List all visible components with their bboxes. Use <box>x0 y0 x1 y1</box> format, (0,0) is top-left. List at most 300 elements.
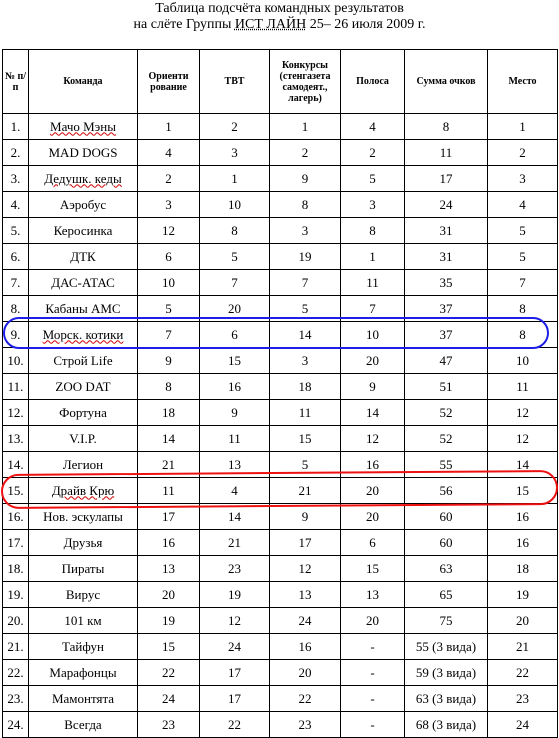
cell-orient <box>138 686 200 712</box>
tvt-value: 11 <box>228 430 241 446</box>
contests-value: 20 <box>298 664 312 680</box>
table-row <box>3 478 558 504</box>
cell-num <box>3 140 29 166</box>
team-value: ДАС-АТАС <box>51 274 115 290</box>
strip-value: 3 <box>369 196 376 212</box>
contests-value: 2 <box>301 144 309 160</box>
team-value: Кабаны АМС <box>45 300 121 316</box>
team-value: Всегда <box>64 716 102 732</box>
cell-contests <box>270 582 341 608</box>
cell-orient <box>138 192 200 218</box>
team-value: Морск. котики <box>42 326 124 342</box>
sum-value: 47 <box>439 352 453 368</box>
table-row <box>3 686 558 712</box>
table-row <box>3 608 558 634</box>
tvt-value: 3 <box>231 144 238 160</box>
cell-num <box>3 504 29 530</box>
cell-num <box>3 270 29 296</box>
strip-value: 7 <box>369 300 376 316</box>
cell-tvt <box>200 400 270 426</box>
tvt-value: 21 <box>228 534 241 550</box>
cell-strip <box>341 348 405 374</box>
sum-value: 11 <box>439 144 453 160</box>
header-contests: Конкурсы (стенгазета самодеят., лагерь) <box>270 50 341 114</box>
strip-value: 20 <box>366 482 379 498</box>
contests-value: 7 <box>301 274 309 290</box>
contests-value: 23 <box>298 716 312 732</box>
cell-sum <box>405 348 488 374</box>
header-num: № п/ п <box>3 50 29 114</box>
cell-tvt <box>200 140 270 166</box>
cell-contests <box>270 426 341 452</box>
cell-tvt <box>200 556 270 582</box>
cell-num <box>3 322 29 348</box>
cell-num <box>3 660 29 686</box>
cell-num <box>3 400 29 426</box>
tvt-value: 17 <box>228 664 241 680</box>
contests-value: 5 <box>301 300 309 316</box>
place-value: 16 <box>516 534 529 550</box>
cell-strip <box>341 582 405 608</box>
orient-value: 16 <box>162 534 175 550</box>
cell-num <box>3 166 29 192</box>
contests-value: 15 <box>298 430 312 446</box>
orient-value: 10 <box>162 274 175 290</box>
cell-place <box>488 400 558 426</box>
tvt-value: 20 <box>228 300 241 316</box>
cell-sum <box>405 244 488 270</box>
cell-team <box>29 244 138 270</box>
cell-sum <box>405 270 488 296</box>
cell-sum <box>405 374 488 400</box>
cell-contests <box>270 218 341 244</box>
cell-tvt <box>200 244 270 270</box>
cell-sum <box>405 660 488 686</box>
cell-strip <box>341 452 405 478</box>
team-value: 101 км <box>64 612 102 628</box>
cell-contests <box>270 166 341 192</box>
place-value: 14 <box>516 456 529 472</box>
cell-num <box>3 712 29 738</box>
num-value: 13. <box>7 430 24 446</box>
num-value: 24. <box>7 716 24 732</box>
cell-num <box>3 686 29 712</box>
cell-sum <box>405 556 488 582</box>
cell-strip <box>341 296 405 322</box>
cell-sum <box>405 634 488 660</box>
orient-value: 2 <box>165 170 172 186</box>
header-tvt: ТВТ <box>200 50 270 114</box>
cell-place <box>488 166 558 192</box>
cell-team <box>29 114 138 140</box>
cell-tvt <box>200 582 270 608</box>
cell-place <box>488 348 558 374</box>
strip-value: 1 <box>369 248 376 264</box>
tvt-value: 16 <box>228 378 241 394</box>
num-value: 4. <box>10 196 21 212</box>
cell-orient <box>138 374 200 400</box>
cell-strip <box>341 556 405 582</box>
cell-tvt <box>200 114 270 140</box>
place-value: 4 <box>519 196 526 212</box>
strip-value: - <box>370 638 375 654</box>
sum-value: 59 (3 вида) <box>415 664 477 680</box>
cell-orient <box>138 530 200 556</box>
place-value: 8 <box>519 326 526 342</box>
cell-place <box>488 712 558 738</box>
cell-sum <box>405 712 488 738</box>
cell-team <box>29 426 138 452</box>
tvt-value: 1 <box>231 170 238 186</box>
table-row <box>3 582 558 608</box>
num-value: 22. <box>7 664 24 680</box>
cell-tvt <box>200 322 270 348</box>
sum-value: 56 <box>439 482 453 498</box>
orient-value: 3 <box>165 196 172 212</box>
cell-num <box>3 556 29 582</box>
orient-value: 23 <box>162 716 175 732</box>
cell-tvt <box>200 218 270 244</box>
strip-value: 14 <box>366 404 379 420</box>
cell-tvt <box>200 686 270 712</box>
cell-sum <box>405 426 488 452</box>
cell-num <box>3 192 29 218</box>
orient-value: 13 <box>162 560 175 576</box>
strip-value: 12 <box>366 430 379 446</box>
team-value: Фортуна <box>59 404 107 420</box>
table-row <box>3 348 558 374</box>
cell-contests <box>270 504 341 530</box>
team-value: Мачо Мэны <box>50 118 116 134</box>
cell-contests <box>270 608 341 634</box>
cell-orient <box>138 348 200 374</box>
cell-team <box>29 322 138 348</box>
header-orient: Ориенти рование <box>138 50 200 114</box>
strip-value: 6 <box>369 534 376 550</box>
strip-value: 2 <box>369 144 376 160</box>
contests-value: 18 <box>298 378 312 394</box>
place-value: 24 <box>516 716 529 732</box>
cell-contests <box>270 660 341 686</box>
strip-value: - <box>370 716 375 732</box>
num-value: 11. <box>7 378 24 394</box>
cell-team <box>29 400 138 426</box>
orient-value: 12 <box>162 222 175 238</box>
cell-orient <box>138 166 200 192</box>
cell-orient <box>138 608 200 634</box>
cell-orient <box>138 244 200 270</box>
orient-value: 7 <box>165 326 172 342</box>
contests-value: 13 <box>298 586 312 602</box>
cell-place <box>488 270 558 296</box>
cell-team <box>29 608 138 634</box>
orient-value: 9 <box>165 352 172 368</box>
num-value: 18. <box>7 560 24 576</box>
sum-value: 63 <box>439 560 453 576</box>
contests-value: 3 <box>301 352 309 368</box>
cell-num <box>3 348 29 374</box>
cell-team <box>29 478 138 504</box>
cell-contests <box>270 686 341 712</box>
sum-value: 51 <box>439 378 453 394</box>
sum-value: 63 (3 вида) <box>415 690 477 706</box>
cell-place <box>488 686 558 712</box>
cell-sum <box>405 192 488 218</box>
cell-strip <box>341 660 405 686</box>
orient-value: 6 <box>165 248 172 264</box>
team-value: Пираты <box>61 560 105 576</box>
contests-value: 24 <box>298 612 312 628</box>
cell-orient <box>138 322 200 348</box>
cell-tvt <box>200 634 270 660</box>
team-value: Марафонцы <box>49 664 117 680</box>
contests-value: 11 <box>298 404 312 420</box>
orient-value: 15 <box>162 638 175 654</box>
cell-team <box>29 452 138 478</box>
sum-value: 75 <box>439 612 453 628</box>
num-value: 6. <box>10 248 21 264</box>
strip-value: 20 <box>366 612 379 628</box>
title-line-2 <box>0 17 559 33</box>
tvt-value: 7 <box>231 274 238 290</box>
cell-tvt <box>200 530 270 556</box>
cell-contests <box>270 192 341 218</box>
contests-value: 19 <box>298 248 312 264</box>
cell-num <box>3 582 29 608</box>
strip-value: 10 <box>366 326 379 342</box>
sum-value: 37 <box>439 326 453 342</box>
title-line-2-pre: на слёте Группы <box>133 17 235 32</box>
title-line-2-post: 25– 26 июля 2009 г. <box>306 17 426 32</box>
cell-orient <box>138 712 200 738</box>
tvt-value: 10 <box>228 196 241 212</box>
num-value: 8. <box>10 300 21 316</box>
cell-tvt <box>200 166 270 192</box>
place-value: 15 <box>516 482 529 498</box>
strip-value: 11 <box>366 274 379 290</box>
table-row <box>3 634 558 660</box>
sum-value: 52 <box>439 430 453 446</box>
cell-strip <box>341 114 405 140</box>
cell-tvt <box>200 348 270 374</box>
cell-team <box>29 348 138 374</box>
header-place: Место <box>488 50 558 114</box>
orient-value: 18 <box>162 404 175 420</box>
cell-strip <box>341 686 405 712</box>
cell-strip <box>341 192 405 218</box>
cell-contests <box>270 556 341 582</box>
cell-team <box>29 218 138 244</box>
cell-orient <box>138 400 200 426</box>
results-table <box>2 49 558 738</box>
cell-orient <box>138 660 200 686</box>
cell-place <box>488 192 558 218</box>
cell-orient <box>138 504 200 530</box>
cell-place <box>488 140 558 166</box>
cell-place <box>488 374 558 400</box>
cell-orient <box>138 114 200 140</box>
orient-value: 20 <box>162 586 175 602</box>
cell-place <box>488 426 558 452</box>
table-row <box>3 660 558 686</box>
cell-sum <box>405 166 488 192</box>
title-brand: ИСТ ЛАЙН <box>234 17 307 32</box>
sum-value: 60 <box>439 534 453 550</box>
place-value: 19 <box>516 586 529 602</box>
num-value: 21. <box>7 638 24 654</box>
cell-orient <box>138 296 200 322</box>
table-row <box>3 556 558 582</box>
table-row <box>3 322 558 348</box>
cell-strip <box>341 322 405 348</box>
cell-strip <box>341 270 405 296</box>
cell-strip <box>341 478 405 504</box>
contests-value: 21 <box>298 482 312 498</box>
orient-value: 11 <box>162 482 175 498</box>
cell-tvt <box>200 478 270 504</box>
table-row <box>3 504 558 530</box>
table-row <box>3 452 558 478</box>
num-value: 3. <box>10 170 21 186</box>
strip-value: 13 <box>366 586 379 602</box>
team-value: Легион <box>62 456 104 472</box>
orient-value: 19 <box>162 612 175 628</box>
place-value: 20 <box>516 612 529 628</box>
contests-value: 14 <box>298 326 312 342</box>
contests-value: 8 <box>301 196 309 212</box>
cell-tvt <box>200 374 270 400</box>
cell-sum <box>405 530 488 556</box>
cell-num <box>3 114 29 140</box>
place-value: 5 <box>519 222 526 238</box>
cell-num <box>3 374 29 400</box>
tvt-value: 4 <box>231 482 238 498</box>
strip-value: 9 <box>369 378 376 394</box>
cell-strip <box>341 530 405 556</box>
cell-orient <box>138 452 200 478</box>
cell-strip <box>341 218 405 244</box>
cell-sum <box>405 114 488 140</box>
table-row <box>3 140 558 166</box>
cell-orient <box>138 270 200 296</box>
cell-num <box>3 608 29 634</box>
strip-value: - <box>370 664 375 680</box>
header-row <box>3 50 558 114</box>
cell-num <box>3 530 29 556</box>
num-value: 9. <box>10 326 21 342</box>
cell-sum <box>405 452 488 478</box>
cell-contests <box>270 322 341 348</box>
contests-value: 5 <box>301 456 309 472</box>
tvt-value: 6 <box>231 326 238 342</box>
cell-tvt <box>200 296 270 322</box>
cell-team <box>29 530 138 556</box>
cell-tvt <box>200 426 270 452</box>
cell-team <box>29 296 138 322</box>
cell-orient <box>138 426 200 452</box>
num-value: 1. <box>10 118 21 134</box>
team-value: V.I.P. <box>69 430 97 446</box>
cell-contests <box>270 140 341 166</box>
sum-value: 60 <box>439 508 453 524</box>
cell-strip <box>341 374 405 400</box>
cell-team <box>29 582 138 608</box>
num-value: 7. <box>10 274 21 290</box>
num-value: 20. <box>7 612 24 628</box>
place-value: 10 <box>516 352 529 368</box>
place-value: 5 <box>519 248 526 264</box>
place-value: 3 <box>519 170 526 186</box>
place-value: 11 <box>516 378 529 394</box>
header-strip: Полоса <box>341 50 405 114</box>
sum-value: 55 <box>439 456 453 472</box>
cell-place <box>488 322 558 348</box>
cell-orient <box>138 478 200 504</box>
cell-contests <box>270 374 341 400</box>
cell-strip <box>341 634 405 660</box>
cell-team <box>29 712 138 738</box>
document-title <box>0 1 559 33</box>
cell-contests <box>270 296 341 322</box>
tvt-value: 24 <box>228 638 241 654</box>
strip-value: 16 <box>366 456 379 472</box>
orient-value: 1 <box>165 118 172 134</box>
cell-team <box>29 686 138 712</box>
cell-tvt <box>200 504 270 530</box>
team-value: Вирус <box>65 586 101 602</box>
tvt-value: 2 <box>231 118 238 134</box>
tvt-value: 23 <box>228 560 241 576</box>
contests-value: 22 <box>298 690 312 706</box>
num-value: 19. <box>7 586 24 602</box>
cell-place <box>488 114 558 140</box>
cell-strip <box>341 400 405 426</box>
tvt-value: 12 <box>228 612 241 628</box>
cell-contests <box>270 452 341 478</box>
cell-orient <box>138 218 200 244</box>
team-value: Дедушк. кеды <box>44 170 122 186</box>
num-value: 2. <box>10 144 21 160</box>
cell-contests <box>270 400 341 426</box>
sum-value: 24 <box>439 196 453 212</box>
cell-team <box>29 660 138 686</box>
contests-value: 9 <box>301 508 309 524</box>
table-row <box>3 426 558 452</box>
cell-contests <box>270 530 341 556</box>
tvt-value: 14 <box>228 508 241 524</box>
num-value: 23. <box>7 690 24 706</box>
strip-value: - <box>370 690 375 706</box>
tvt-value: 13 <box>228 456 241 472</box>
cell-sum <box>405 686 488 712</box>
cell-team <box>29 140 138 166</box>
contests-value: 9 <box>301 170 309 186</box>
contests-value: 12 <box>298 560 312 576</box>
results-body <box>3 114 558 738</box>
num-value: 12. <box>7 404 24 420</box>
cell-place <box>488 608 558 634</box>
cell-place <box>488 582 558 608</box>
table-row <box>3 400 558 426</box>
cell-place <box>488 556 558 582</box>
strip-value: 5 <box>369 170 376 186</box>
cell-place <box>488 452 558 478</box>
cell-contests <box>270 244 341 270</box>
cell-team <box>29 634 138 660</box>
cell-tvt <box>200 192 270 218</box>
cell-num <box>3 452 29 478</box>
table-row <box>3 374 558 400</box>
